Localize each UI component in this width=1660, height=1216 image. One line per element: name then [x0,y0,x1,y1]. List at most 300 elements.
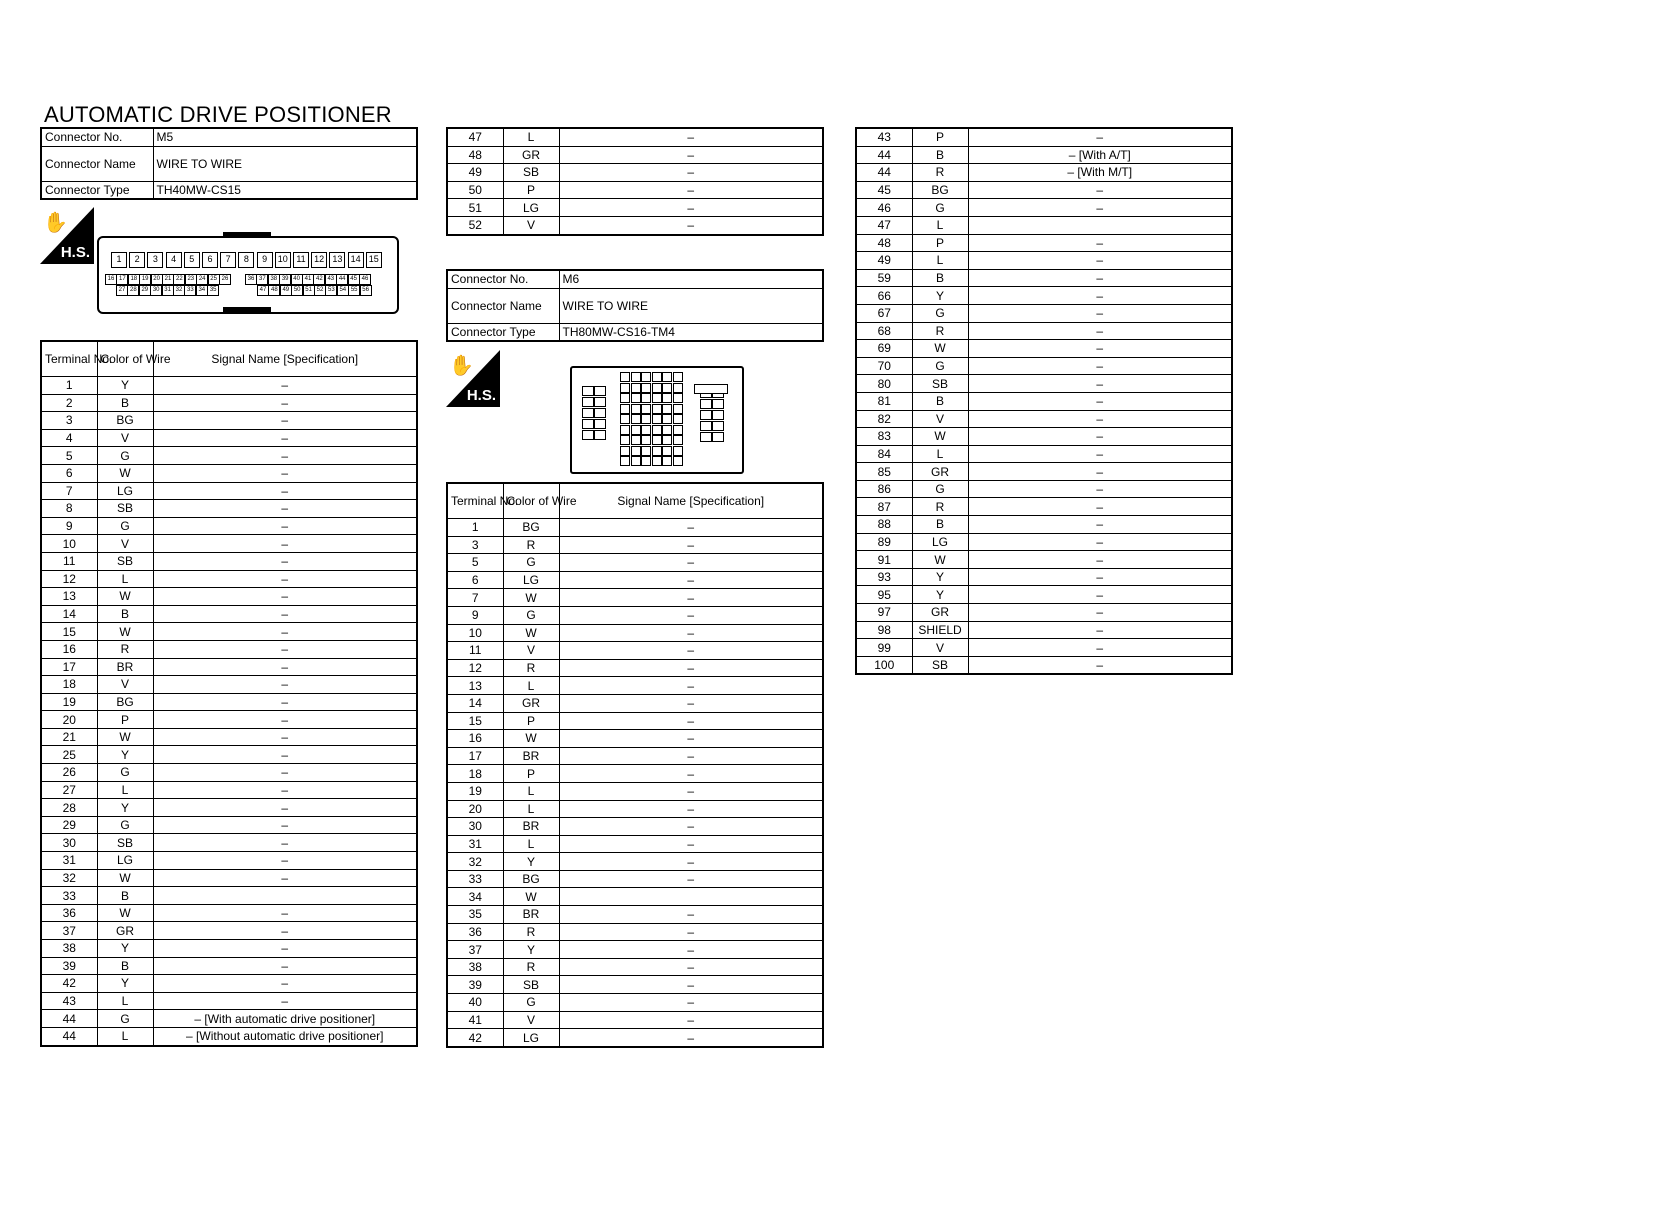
wire-color-cell: SB [503,976,559,994]
wire-color-cell: W [912,551,968,569]
header-signal-name: Signal Name [Specification] [153,341,417,377]
wire-color-cell: LG [97,852,153,870]
signal-name-cell: – [559,958,823,976]
terminal-no-cell: 87 [856,498,912,516]
signal-name-cell: – [559,782,823,800]
signal-name-cell: – [153,640,417,658]
table-row [41,957,417,975]
connector-pin-cavity [631,404,641,414]
connector-pin: 14 [348,252,364,268]
connector-pin-cavity [594,408,606,418]
signal-name-cell: – [153,799,417,817]
connector-pin: 50 [291,285,303,296]
m5-connector-no: M5 [153,128,417,146]
terminal-no-cell: 33 [41,887,97,905]
table-row [856,181,1232,199]
signal-name-cell: – [559,835,823,853]
connector-pin: 22 [173,274,185,285]
connector-pin-cavity [652,435,662,445]
table-row [41,1010,417,1028]
label-connector-name: Connector Name [41,146,153,181]
signal-name-cell: – [968,498,1232,516]
signal-name-cell: – [153,482,417,500]
signal-name-cell: – [968,340,1232,358]
table-row [41,517,417,535]
terminal-no-cell: 1 [447,519,503,537]
connector-pin: 21 [162,274,174,285]
wire-color-cell: W [912,340,968,358]
signal-name-cell: – [559,677,823,695]
table-row [41,429,417,447]
terminal-no-cell: 25 [41,746,97,764]
table-row [447,694,823,712]
table-row [41,799,417,817]
wire-color-cell: P [503,181,559,199]
terminal-no-cell: 11 [41,552,97,570]
connector-pin-cavity [662,435,672,445]
connector-pin: 7 [220,252,236,268]
terminal-no-cell: 39 [41,957,97,975]
table-row [856,516,1232,534]
connector-pin: 19 [139,274,151,285]
table-row [856,568,1232,586]
signal-name-cell: – [559,1011,823,1029]
header-color-of-wire: Color of Wire [503,483,559,519]
signal-name-cell: – [559,906,823,924]
connector-pin: 20 [151,274,163,285]
wire-color-cell: L [912,445,968,463]
signal-name-cell: – [559,589,823,607]
signal-name-cell: – [153,447,417,465]
signal-name-cell: – [153,764,417,782]
wire-color-cell: V [503,642,559,660]
connector-pin-cavity [594,430,606,440]
m6-connector-name: WIRE TO WIRE [559,288,823,323]
connector-pin: 1 [111,252,127,268]
connector-pin-cavity [582,430,594,440]
table-row [41,605,417,623]
signal-name-cell: – [968,428,1232,446]
connector-pin-cavity [712,432,724,442]
signal-name-cell: – [559,818,823,836]
table-row [41,500,417,518]
signal-name-cell: – [968,568,1232,586]
signal-name-cell: – [968,604,1232,622]
table-row [447,554,823,572]
wire-color-cell: W [97,464,153,482]
terminal-no-cell: 40 [447,994,503,1012]
terminal-no-cell: 18 [41,676,97,694]
wire-color-cell: GR [503,694,559,712]
wire-color-cell: R [503,923,559,941]
terminal-no-cell: 68 [856,322,912,340]
wire-color-cell: R [503,536,559,554]
wire-color-cell: BR [97,658,153,676]
wire-color-cell: Y [97,940,153,958]
table-row [447,536,823,554]
connector-pin-cavity [594,386,606,396]
signal-name-cell: – [968,128,1232,146]
signal-name-cell: – [153,816,417,834]
signal-name-cell: – [153,693,417,711]
connector-pin-cavity [582,386,594,396]
terminal-no-cell: 41 [447,1011,503,1029]
wire-color-cell: R [912,164,968,182]
table-row [447,624,823,642]
terminal-no-cell: 48 [856,234,912,252]
terminal-no-cell: 86 [856,480,912,498]
signal-name-cell: – [153,394,417,412]
connector-pin-cavity [620,404,630,414]
table-row [447,216,823,234]
table-row [856,357,1232,375]
terminal-no-cell: 3 [447,536,503,554]
table-row [447,870,823,888]
wire-color-cell: B [912,392,968,410]
table-row [856,375,1232,393]
signal-name-cell: – [968,516,1232,534]
connector-pin: 17 [116,274,128,285]
connector-pin-cavity [673,425,683,435]
connector-pin-cavity [662,383,672,393]
terminal-no-cell: 7 [41,482,97,500]
wire-color-cell: V [912,639,968,657]
connector-pin-cavity [620,425,630,435]
m5-connector-name: WIRE TO WIRE [153,146,417,181]
signal-name-cell: – [968,480,1232,498]
signal-name-cell: – [968,322,1232,340]
signal-name-cell: – [153,605,417,623]
wire-color-cell: B [97,394,153,412]
table-row [856,252,1232,270]
table-row [856,234,1232,252]
terminal-no-cell: 37 [447,941,503,959]
wire-color-cell: P [503,712,559,730]
connector-pin-cavity [582,397,594,407]
signal-name-cell: – [559,994,823,1012]
terminal-no-cell: 80 [856,375,912,393]
wire-color-cell: G [912,304,968,322]
signal-name-cell: – [153,834,417,852]
wire-color-cell: Y [97,746,153,764]
table-row [447,888,823,906]
connector-pin: 8 [238,252,254,268]
table-row [856,533,1232,551]
table-row [856,445,1232,463]
wire-color-cell: B [97,957,153,975]
table-row [447,818,823,836]
terminal-no-cell: 69 [856,340,912,358]
connector-pin: 39 [279,274,291,285]
terminal-no-cell: 52 [447,216,503,234]
connector-pin-cavity [652,456,662,466]
table-row [41,570,417,588]
table-row [41,640,417,658]
header-terminal-no: Terminal No. [41,341,97,377]
table-row [41,377,417,395]
wire-color-cell: V [912,410,968,428]
connector-pin-cavity [620,383,630,393]
connector-pin: 41 [302,274,314,285]
connector-pin-cavity [641,372,651,382]
terminal-no-cell: 3 [41,412,97,430]
connector-pin-cavity [594,419,606,429]
connector-pin-cavity [641,435,651,445]
terminal-no-cell: 45 [856,181,912,199]
hand-service-icon: ✋ H.S. [446,350,500,407]
table-row [447,835,823,853]
connector-pin-cavity [652,393,662,403]
table-row [856,551,1232,569]
table-row [41,975,417,993]
wire-color-cell: W [503,730,559,748]
connector-pin-cavity [700,432,712,442]
signal-name-cell: – [559,128,823,146]
connector-pin-cavity [641,383,651,393]
connector-pin-cavity [582,408,594,418]
signal-name-cell: – [559,519,823,537]
wire-color-cell: R [503,958,559,976]
wire-color-cell: V [503,1011,559,1029]
signal-name-cell: – [968,181,1232,199]
terminal-no-cell: 81 [856,392,912,410]
wire-color-cell: Y [912,568,968,586]
terminal-no-cell: 48 [447,146,503,164]
connector-pin: 52 [314,285,326,296]
m5-terminal-table [40,340,418,1047]
connector-pin: 3 [147,252,163,268]
connector-pin-cavity [631,446,641,456]
table-row [41,447,417,465]
wire-color-cell: B [97,605,153,623]
connector-pin: 43 [325,274,337,285]
connector-pin: 36 [245,274,257,285]
table-row [856,410,1232,428]
terminal-no-cell: 5 [447,554,503,572]
wire-color-cell: V [503,216,559,234]
connector-pin-cavity [652,414,662,424]
signal-name-cell: – [559,606,823,624]
table-row [447,941,823,959]
wire-color-cell: L [503,782,559,800]
connector-pin: 40 [291,274,303,285]
connector-pin: 56 [360,285,372,296]
connector-pin: 6 [202,252,218,268]
wire-color-cell: P [97,711,153,729]
wire-color-cell: LG [503,571,559,589]
signal-name-cell: – [153,992,417,1010]
wire-color-cell: BR [503,818,559,836]
terminal-no-cell: 43 [856,128,912,146]
connector-pin-cavity [641,393,651,403]
signal-name-cell: – [559,181,823,199]
connector-pin-cavity [652,404,662,414]
connector-pin: 55 [348,285,360,296]
connector-pin-cavity [662,393,672,403]
connector-pin: 37 [256,274,268,285]
signal-name-cell: – [968,551,1232,569]
connector-pin-cavity [652,446,662,456]
wire-color-cell: W [97,904,153,922]
terminal-no-cell: 32 [41,869,97,887]
connector-pin-cavity [652,383,662,393]
terminal-no-cell: 11 [447,642,503,660]
signal-name-cell: – [559,216,823,234]
connector-pin-cavity [582,419,594,429]
terminal-no-cell: 70 [856,357,912,375]
wire-color-cell: G [97,816,153,834]
m5-connector-info [40,127,418,200]
wire-color-cell: LG [912,533,968,551]
wire-color-cell: B [912,516,968,534]
connector-pin-cavity [662,414,672,424]
page-title: AUTOMATIC DRIVE POSITIONER [44,102,392,127]
wire-color-cell: W [912,428,968,446]
terminal-no-cell: 12 [447,659,503,677]
table-row [856,164,1232,182]
terminal-no-cell: 9 [41,517,97,535]
wire-color-cell: G [912,480,968,498]
wire-color-cell: G [97,447,153,465]
table-row [41,658,417,676]
label-connector-no: Connector No. [41,128,153,146]
wire-color-cell: SB [97,500,153,518]
terminal-no-cell: 46 [856,199,912,217]
wire-color-cell: L [97,781,153,799]
signal-name-cell: – [153,975,417,993]
terminal-no-cell: 6 [447,571,503,589]
connector-pin: 16 [105,274,117,285]
wire-color-cell: Y [912,586,968,604]
wire-color-cell: LG [503,199,559,217]
connector-pin-cavity [662,404,672,414]
wire-color-cell: GR [912,604,968,622]
wire-color-cell: G [503,606,559,624]
terminal-no-cell: 82 [856,410,912,428]
m5-connector-type: TH40MW-CS15 [153,181,417,199]
wire-color-cell: BG [97,412,153,430]
connector-pin: 42 [313,274,325,285]
connector-pin-cavity [620,435,630,445]
connector-pin-cavity [673,456,683,466]
terminal-no-cell: 20 [447,800,503,818]
table-row [856,199,1232,217]
connector-pin-cavity [700,421,712,431]
terminal-no-cell: 47 [856,216,912,234]
table-row [447,906,823,924]
table-row [856,480,1232,498]
m5-connector-face-diagram [97,236,399,314]
connector-pin: 54 [337,285,349,296]
terminal-no-cell: 51 [447,199,503,217]
table-row [41,1027,417,1045]
table-row [447,181,823,199]
connector-pin-cavity [673,435,683,445]
terminal-no-cell: 34 [447,888,503,906]
table-row [41,992,417,1010]
wire-color-cell: Y [912,287,968,305]
signal-name-cell: – [559,923,823,941]
connector-pin: 46 [359,274,371,285]
connector-pin: 51 [303,285,315,296]
terminal-no-cell: 44 [856,146,912,164]
terminal-no-cell: 44 [41,1010,97,1028]
hand-service-icon: ✋ H.S. [40,207,94,264]
wire-color-cell: W [97,623,153,641]
terminal-no-cell: 12 [41,570,97,588]
table-row [41,711,417,729]
wire-color-cell: W [97,728,153,746]
signal-name-cell: – [559,694,823,712]
terminal-no-cell: 44 [856,164,912,182]
signal-name-cell [153,887,417,905]
signal-name-cell: – [968,621,1232,639]
table-row [856,463,1232,481]
wire-color-cell: SB [97,834,153,852]
connector-pin-cavity [620,456,630,466]
signal-name-cell: – [153,412,417,430]
signal-name-cell [559,888,823,906]
connector-pin-cavity [712,410,724,420]
wire-color-cell: G [503,994,559,1012]
wire-color-cell: B [912,269,968,287]
terminal-no-cell: 16 [41,640,97,658]
connector-pin-cavity [631,414,641,424]
table-row [41,623,417,641]
terminal-no-cell: 5 [41,447,97,465]
wire-color-cell: R [97,640,153,658]
signal-name-cell: – [559,800,823,818]
table-row [41,746,417,764]
terminal-no-cell: 1 [41,377,97,395]
terminal-no-cell: 17 [41,658,97,676]
wire-color-cell: V [97,676,153,694]
signal-name-cell: – [968,392,1232,410]
wire-color-cell: Y [97,799,153,817]
table-row [856,621,1232,639]
terminal-no-cell: 13 [447,677,503,695]
terminal-no-cell: 35 [447,906,503,924]
connector-pin: 24 [196,274,208,285]
table-row [447,782,823,800]
connector-pin: 47 [257,285,269,296]
connector-pin-cavity [712,399,724,409]
table-row [41,852,417,870]
wire-color-cell: W [97,869,153,887]
terminal-no-cell: 42 [447,1029,503,1047]
table-row [856,498,1232,516]
table-row [41,482,417,500]
connector-pin: 12 [311,252,327,268]
signal-name-cell: – [559,536,823,554]
signal-name-cell: – [559,747,823,765]
table-row [41,588,417,606]
connector-pin-cavity [641,446,651,456]
connector-pin-cavity [673,383,683,393]
table-row [41,728,417,746]
wire-color-cell: L [97,570,153,588]
signal-name-cell: – [153,464,417,482]
signal-name-cell: – [153,728,417,746]
signal-name-cell: – [559,199,823,217]
signal-name-cell: – [559,1029,823,1047]
connector-pin: 23 [185,274,197,285]
connector-pin: 11 [293,252,309,268]
signal-name-cell: – [153,852,417,870]
table-row [856,340,1232,358]
wire-color-cell: Y [503,853,559,871]
signal-name-cell: – [968,304,1232,322]
